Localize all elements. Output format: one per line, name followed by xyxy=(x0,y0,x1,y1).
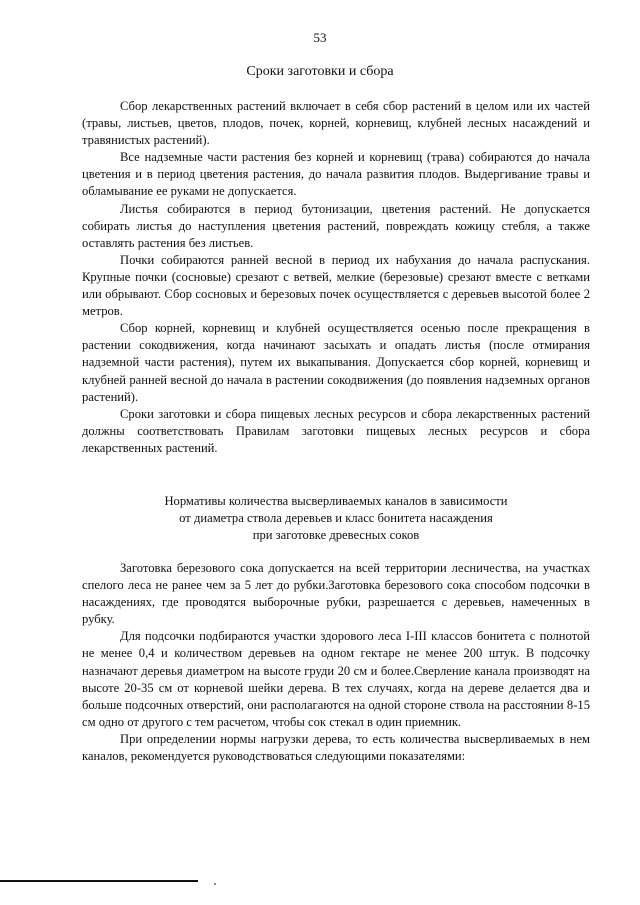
paragraph: При определении нормы нагрузки дерева, то есть количества высверливаемых в нем каналов, рекомендуется руководствоваться следующими показателями: xyxy=(82,731,590,764)
paragraph: Сбор корней, корневищ и клубней осуществляется осенью после прекращения в растении сокодвижения, когда начинают засыхать и опадать листья (после отмирания надземной части растения), путем их выкапывания. Допускается сбор корней, корневищ и клубней ранней весной до начала в растении сокодвижения (до появления надземных органов растений). xyxy=(82,321,590,404)
page-number: 53 xyxy=(313,30,327,45)
paragraph: Почки собираются ранней весной в период их набухания до начала распускания. Крупные почки (сосновые) срезают с ветвей, мелкие (березовые) срезают вместе с ветками или обрывают. Сбор сосновых и березовых почек осуществляется с деревьев высотой более 2 метров. xyxy=(82,252,590,319)
section-title: Сроки заготовки и сбора xyxy=(246,64,394,79)
section-body-sap-harvest xyxy=(82,560,590,765)
subheading-norms xyxy=(82,493,590,544)
subheading-line: при заготовке древесных соков xyxy=(252,528,420,543)
paragraph: Заготовка березового сока допускается на всей территории лесничества, на участках спелого леса не ранее чем за 5 лет до рубки.Заготовка березового сока способом подсочки в насаждениях, где проводятся выборочные рубки, разрешается с деревьев, намеченных в рубку. xyxy=(82,561,590,627)
section-body-harvest-terms xyxy=(82,98,590,457)
paragraph: Для подсочки подбираются участки здорового леса I-III классов бонитета с полнотой не менее 0,4 и количеством деревьев на одном гектаре не менее 200 штук. В подсочку назначают деревья диаметром на высоте груди 20 см и более.Сверление канала производят на высоте 20-35 см от корневой шейки дерева. В тех случаях, когда на дереве делается два и больше подсочных отверстий, они располагаются на одной стороне ствола на расстоянии 8-15 см одно от другого с тем расчетом, чтобы сок стекал в один приемник. xyxy=(82,629,590,729)
scan-speck xyxy=(214,883,216,885)
paragraph: Сроки заготовки и сбора пищевых лесных ресурсов и сбора лекарственных растений должны соответствовать Правилам заготовки пищевых лесных ресурсов и сбора лекарственных растений. xyxy=(82,406,590,455)
bottom-rule xyxy=(0,880,198,882)
paragraph: Листья собираются в период бутонизации, цветения растений. Не допускается собирать листья до наступления цветения растений, повреждать кожицу стебля, а также оставлять растения без листьев. xyxy=(82,201,590,250)
paragraph: Сбор лекарственных растений включает в себя сбор растений в целом или их частей (травы, листьев, цветов, плодов, почек, корней, корневищ, клубней лесных насаждений и травянистых растений). xyxy=(82,99,590,148)
paragraph: Все надземные части растения без корней и корневищ (трава) собираются до начала цветения и в период цветения растения, до начала развития плодов. Выдергивание травы и обламывание ее руками не допускается. xyxy=(82,150,590,199)
subheading-line: от диаметра ствола деревьев и класс бонитета насаждения xyxy=(179,511,493,526)
subheading-line: Нормативы количества высверливаемых каналов в зависимости xyxy=(164,494,508,508)
